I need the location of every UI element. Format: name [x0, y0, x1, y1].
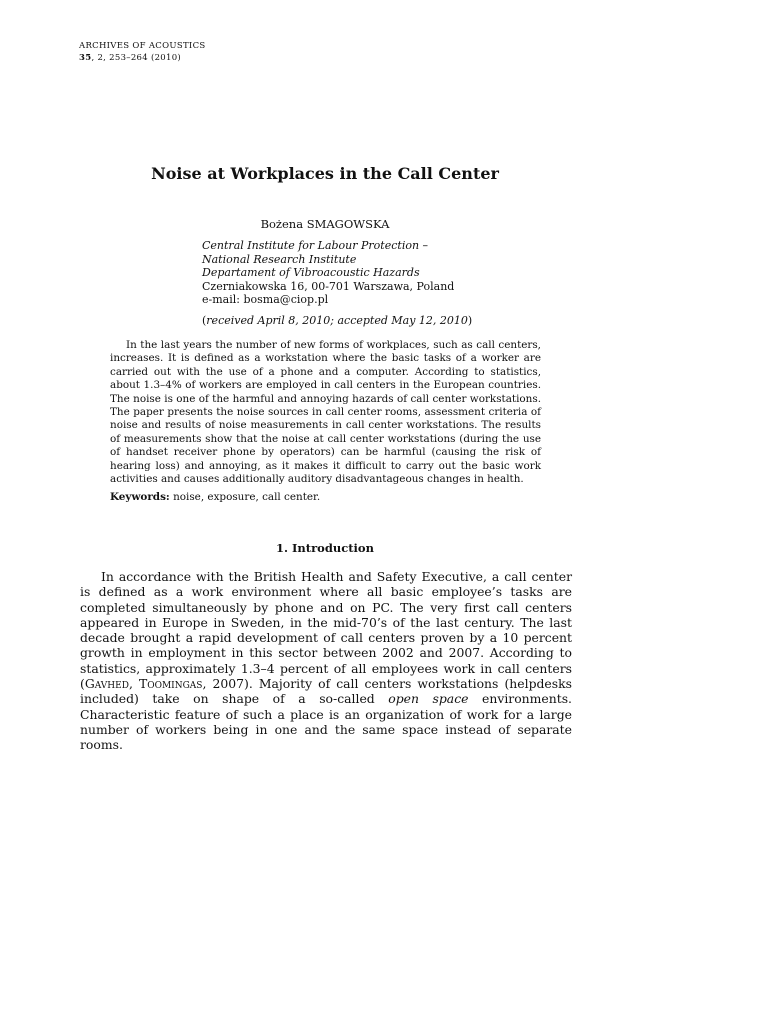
paper-title: Noise at Workplaces in the Call Center	[151, 164, 499, 183]
journal-name: ARCHIVES OF ACOUSTICS	[79, 41, 206, 51]
intro-text-part-3: environments. Characteristic feature of such a place is an organization of work for a large number of workers being in one and the same space instead of separate rooms.	[80, 691, 572, 753]
keywords-label: Keywords:	[110, 491, 170, 503]
affiliation-email: e-mail: bosma@ciop.pl	[202, 293, 329, 306]
received-text: received April 8, 2010; accepted May 12, 2010	[206, 314, 468, 327]
affiliation-line-1: Central Institute for Labour Protection –	[202, 239, 429, 252]
citation-separator: ,	[128, 676, 139, 692]
abstract: In the last years the number of new forms of workplaces, such as call centers, increases. It is defined as a workstation where the basic tasks of a worker are carried out with the use of a phone and a computer. According to statistics, about 1.3–4% of workers are employed in call centers in the European countries. The noise is one of the harmful and annoying hazards of call center workstations. The paper presents the noise sources in call center rooms, assessment criteria of noise and results of noise measurements in call center workstations. The results of measurements show that the noise at call center workstations (during the use of handset receiver phone by operators) can be harmful (causing the risk of hearing loss) and annoying, as it makes it difficult to carry out the basic work activities and causes additionally auditory disadvantageous changes in health.	[110, 339, 541, 486]
citation-year: , 2007).	[202, 676, 259, 692]
keywords-text: noise, exposure, call center.	[169, 491, 321, 503]
intro-paragraph	[80, 569, 572, 753]
journal-volume: 35	[79, 53, 92, 63]
citation-author-2: Toomingas	[138, 676, 203, 692]
journal-citation-rest: , 2, 253–264 (2010)	[91, 53, 182, 63]
intro-emphasis: open space	[388, 691, 469, 707]
intro-text-part-1: In accordance with the British Health and Safety Executive, a call center is defined as a work environment where all basic employee’s tasks are completed simultaneously by phone and on PC. The very first call centers appeared in Europe in Sweden, in the mid-70’s of the last century. The last decade brought a rapid development of call centers proven by a 10 percent growth in employment in this sector between 2002 and 2007. According to statistics, approximately 1.3–4 percent of all employees work in call centers (	[80, 569, 572, 692]
citation-author-1: Gavhed	[84, 676, 129, 692]
intro-text-part-2: Majority of call centers workstations (helpdesks included) take on shape of a so-called	[80, 676, 572, 707]
received-open-paren: (	[202, 314, 207, 327]
affiliation-address: Czerniakowska 16, 00-701 Warszawa, Poland	[202, 279, 455, 293]
author-name: Bożena SMAGOWSKA	[260, 217, 390, 231]
received-close-paren: )	[467, 314, 473, 327]
section-heading: 1. Introduction	[276, 541, 374, 555]
affiliation-line-2: National Research Institute	[202, 252, 357, 266]
journal-citation	[79, 52, 206, 64]
affiliation-line-3: Departament of Vibroacoustic Hazards	[202, 266, 420, 279]
received-dates	[202, 314, 472, 327]
keywords	[110, 491, 320, 503]
affiliation-block	[202, 239, 454, 307]
journal-header	[79, 40, 206, 64]
